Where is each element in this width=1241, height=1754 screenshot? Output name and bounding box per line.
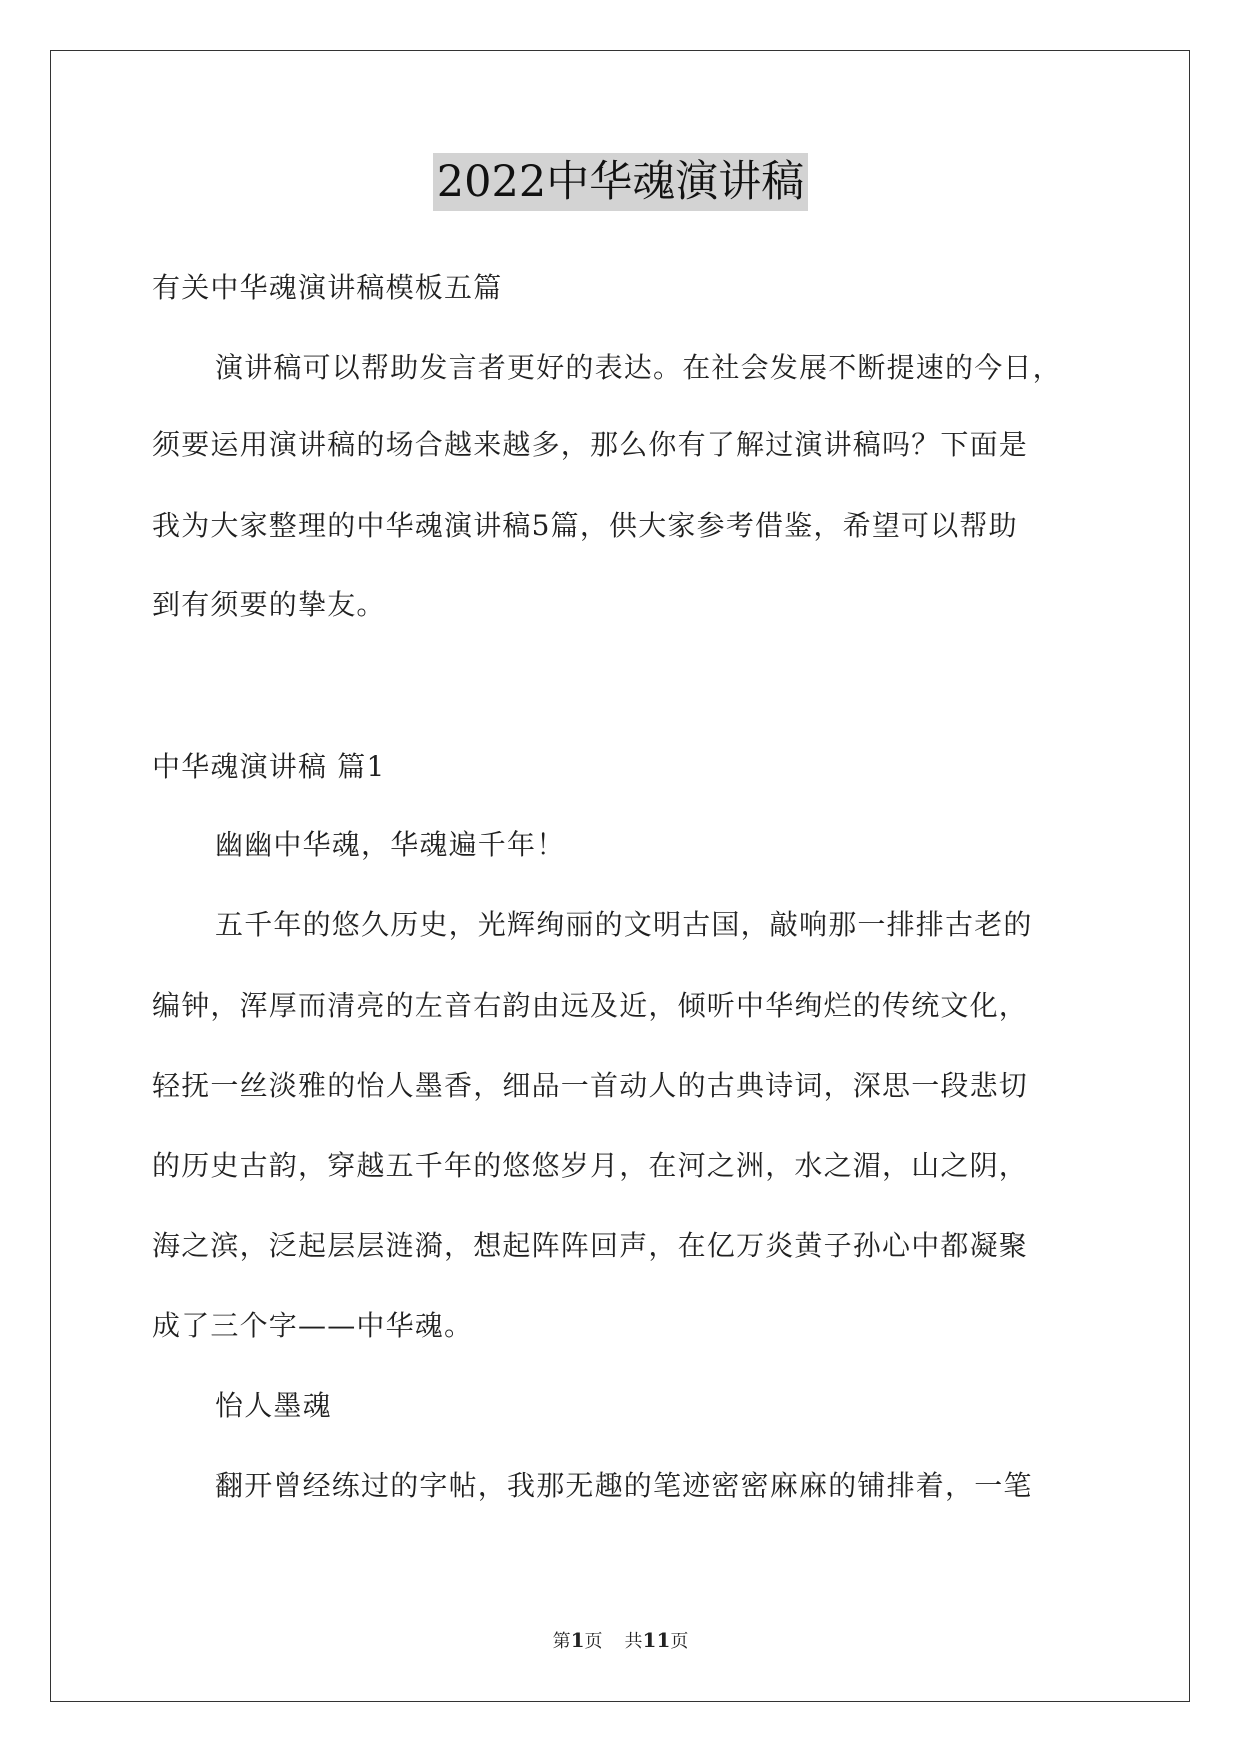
page-footer bbox=[0, 1628, 1241, 1654]
body-line: 翻开曾经练过的字帖，我那无趣的笔迹密密麻麻的铺排着，一笔 bbox=[215, 1469, 1033, 1502]
body-line: 轻抚一丝淡雅的怡人墨香，细品一首动人的古典诗词，深思一段悲切 bbox=[152, 1069, 1029, 1102]
body-line: 成了三个字——中华魂。 bbox=[152, 1309, 474, 1342]
footer-total-prefix: 共 bbox=[624, 1631, 643, 1652]
body-line: 演讲稿可以帮助发言者更好的表达。在社会发展不断提速的今日， bbox=[215, 351, 1062, 384]
body-line: 我为大家整理的中华魂演讲稿5篇，供大家参考借鉴，希望可以帮助 bbox=[152, 509, 1018, 542]
title-container bbox=[0, 153, 1241, 211]
body-line: 到有须要的挚友。 bbox=[152, 588, 386, 621]
document-title: 2022中华魂演讲稿 bbox=[433, 153, 808, 211]
subsection-heading: 怡人墨魂 bbox=[215, 1389, 332, 1422]
subtitle-line: 有关中华魂演讲稿模板五篇 bbox=[152, 271, 503, 304]
body-line: 海之滨，泛起层层涟漪，想起阵阵回声，在亿万炎黄子孙心中都凝聚 bbox=[152, 1229, 1029, 1262]
footer-page-unit: 页 bbox=[584, 1631, 603, 1652]
footer-page-prefix: 第 bbox=[552, 1631, 571, 1652]
body-line: 须要运用演讲稿的场合越来越多，那么你有了解过演讲稿吗？下面是 bbox=[152, 428, 1029, 461]
footer-page-current: 1 bbox=[570, 1628, 585, 1652]
section-heading: 中华魂演讲稿 篇1 bbox=[152, 750, 386, 783]
footer-page-total: 11 bbox=[642, 1628, 671, 1652]
footer-total-unit: 页 bbox=[670, 1631, 689, 1652]
body-line: 幽幽中华魂，华魂遍千年！ bbox=[215, 828, 566, 861]
body-line: 五千年的悠久历史，光辉绚丽的文明古国，敲响那一排排古老的 bbox=[215, 908, 1033, 941]
body-line: 编钟，浑厚而清亮的左音右韵由远及近，倾听中华绚烂的传统文化， bbox=[152, 989, 1029, 1022]
body-line: 的历史古韵，穿越五千年的悠悠岁月，在河之洲，水之湄，山之阴， bbox=[152, 1149, 1029, 1182]
